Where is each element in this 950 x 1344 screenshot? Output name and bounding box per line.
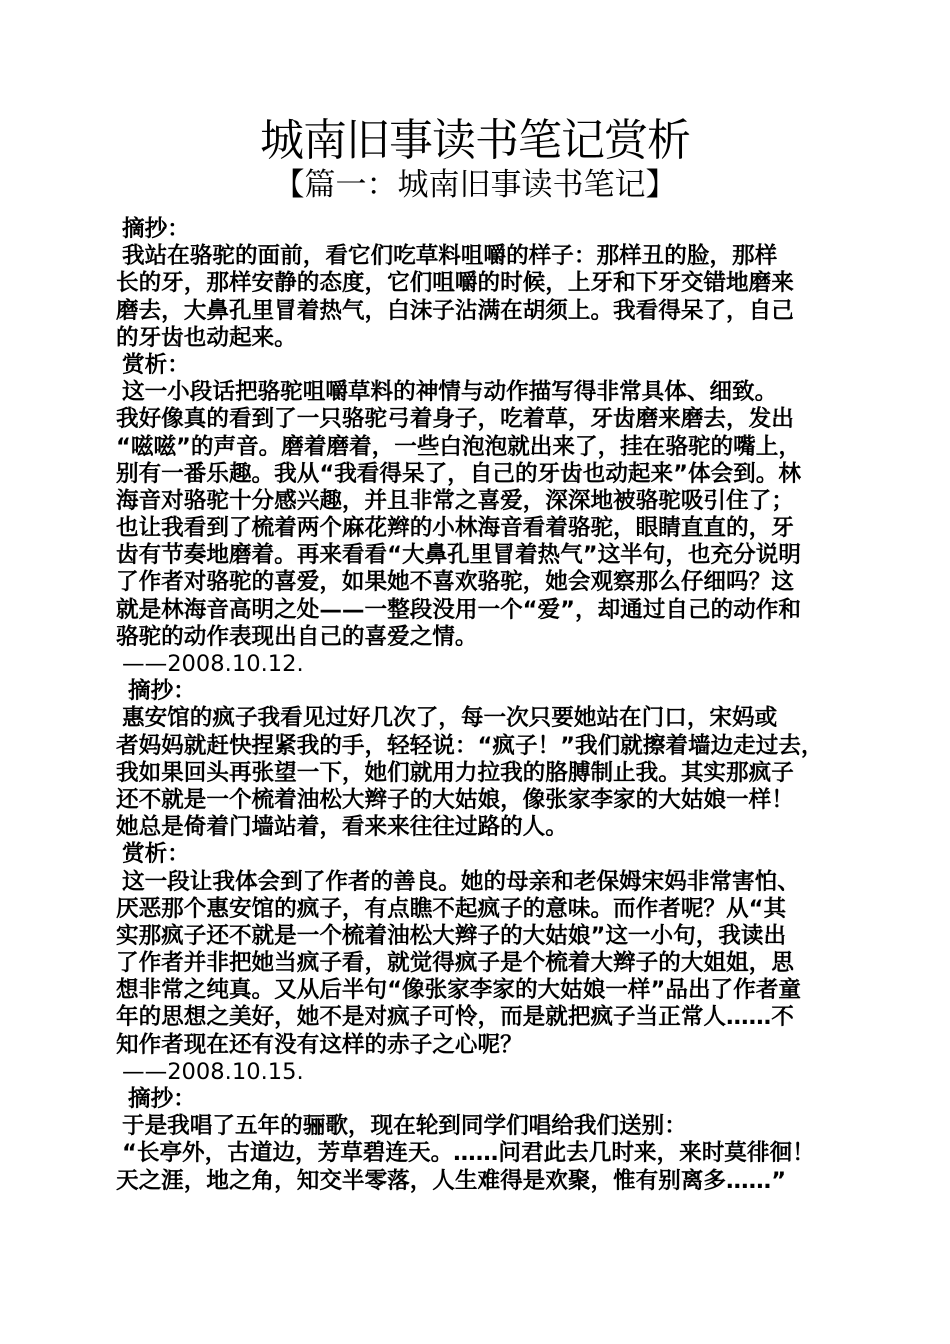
text-line: 于是我唱了五年的骊歌，现在轮到同学们唱给我们送别： — [122, 1113, 687, 1140]
document-title: 城南旧事读书笔记赏析 — [260, 115, 690, 166]
text-line: 我站在骆驼的面前，看它们吃草料咀嚼的样子：那样丑的脸，那样 — [122, 243, 778, 270]
text-line: “嗞嗞”的声音。磨着磨着，一些白泡泡就出来了，挂在骆驼的嘴上， — [116, 433, 801, 460]
text-line: 知作者现在还有没有这样的赤子之心呢？ — [116, 1031, 523, 1058]
text-line: 惠安馆的疯子我看见过好几次了，每一次只要她站在门口，宋妈或 — [122, 705, 778, 732]
text-line: 实那疯子还不就是一个梳着油松大辫子的大姑娘”这一小句，我读出 — [116, 922, 787, 949]
text-line: 这一段让我体会到了作者的善良。她的母亲和老保姆宋妈非常害怕、 — [122, 868, 800, 895]
text-line: 了作者对骆驼的喜爱，如果她不喜欢骆驼，她会观察那么仔细吗？这 — [116, 569, 794, 596]
text-line: 我好像真的看到了一只骆驼弓着身子，吃着草，牙齿磨来磨去，发出 — [116, 406, 794, 433]
text-line: 齿有节奏地磨着。再来看看“大鼻孔里冒着热气”这半句，也充分说明 — [116, 542, 801, 569]
text-line: 她总是倚着门墙站着，看来来往往过路的人。 — [116, 814, 568, 841]
text-line: 摘抄： — [122, 216, 190, 242]
text-line: 还不就是一个梳着油松大辫子的大姑娘，像张家李家的大姑娘一样！ — [116, 786, 794, 813]
text-line: “长亭外，古道边，芳草碧连天。……问君此去几时来，来时莫徘徊！ — [122, 1140, 815, 1167]
text-line: ——2008.10.12. — [122, 651, 304, 677]
text-line: 磨去，大鼻孔里冒着热气，白沫子沾满在胡须上。我看得呆了，自己 — [116, 297, 794, 324]
text-line: 骆驼的动作表现出自己的喜爱之情。 — [116, 623, 478, 650]
text-line: 年的思想之美好，她不是对疯子可怜，而是就把疯子当正常人……不 — [116, 1004, 794, 1031]
text-line: 赏析： — [122, 841, 190, 868]
text-line: ——2008.10.15. — [122, 1058, 304, 1085]
text-line: 了作者并非把她当疯子看，就觉得疯子是个梳着大辫子的大姐姐，思 — [116, 950, 794, 977]
text-line: 别有一番乐趣。我从“我看得呆了，自己的牙齿也动起来”体会到。林 — [116, 460, 801, 487]
text-line: 海音对骆驼十分感兴趣，并且非常之喜爱，深深地被骆驼吸引住了； — [116, 487, 794, 514]
text-line: 者妈妈就赶快捏紧我的手，轻轻说：“疯子！”我们就擦着墙边走过去， — [116, 732, 824, 759]
text-line: 摘抄： — [128, 678, 196, 705]
text-line: 想非常之纯真。又从后半句“像张家李家的大姑娘一样”品出了作者童 — [116, 977, 801, 1004]
text-line: 的牙齿也动起来。 — [116, 324, 297, 351]
text-line: 我如果回头再张望一下，她们就用力拉我的胳膊制止我。其实那疯子 — [116, 759, 794, 786]
text-line: 长的牙，那样安静的态度，它们咀嚼的时候，上牙和下牙交错地磨来 — [116, 270, 794, 297]
text-line: 就是林海音高明之处——一整段没用一个“爱”，却通过自己的动作和 — [116, 596, 801, 623]
text-line: 厌恶那个惠安馆的疯子，有点瞧不起疯子的意味。而作者呢？从“其 — [116, 895, 787, 922]
text-line: 也让我看到了梳着两个麻花辫的小林海音看着骆驼，眼睛直直的，牙 — [116, 515, 794, 542]
text-line: 摘抄： — [128, 1086, 196, 1112]
document-subtitle: 【篇一：城南旧事读书笔记】 — [273, 167, 677, 203]
text-line: 天之涯，地之角，知交半零落，人生难得是欢聚，惟有别离多……” — [116, 1167, 787, 1194]
text-line: 这一小段话把骆驼咀嚼草料的神情与动作描写得非常具体、细致。 — [122, 379, 778, 406]
document-body — [116, 216, 838, 1195]
text-line: 赏析： — [122, 351, 190, 378]
